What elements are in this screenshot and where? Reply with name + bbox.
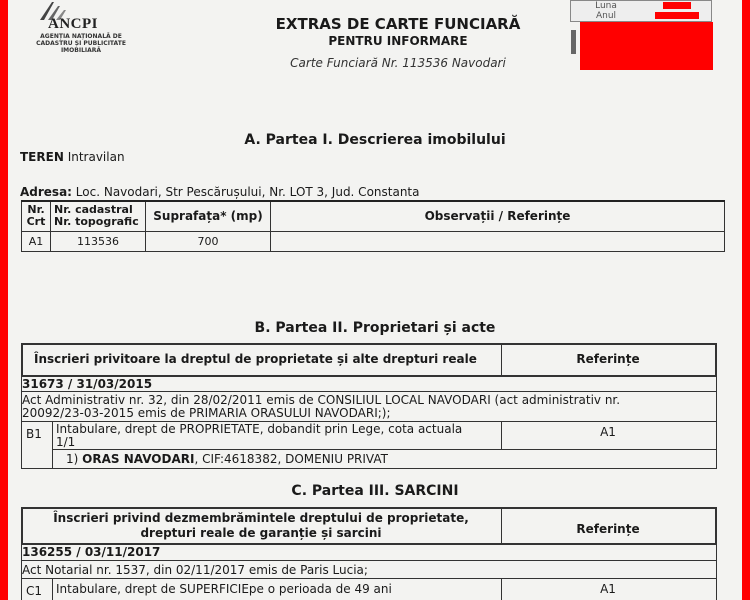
document-subtitle: PENTRU INFORMARE: [328, 34, 468, 48]
divider: [21, 391, 717, 392]
owner-number: 1): [66, 452, 79, 466]
b1-label: B1: [26, 427, 42, 441]
address-value: Loc. Navodari, Str Pescărușului, Nr. LOT 3, Jud. Constanta: [71, 185, 420, 199]
stamp-luna-label: Luna: [595, 1, 617, 11]
c1-label: C1: [26, 584, 43, 598]
c1-ref: A1: [600, 582, 616, 596]
owner-line: [66, 452, 388, 466]
table-cell: 113536: [51, 231, 146, 251]
redaction: [655, 12, 699, 19]
col-nr-cadastral: Nr. cadastral Nr. topografic: [51, 201, 146, 231]
b1-ref: A1: [600, 425, 616, 439]
divider: [52, 449, 717, 450]
part2-header-right: Referințe: [576, 352, 640, 366]
part3-header-right: Referințe: [576, 522, 640, 536]
part3-header-left-2: drepturi reale de garanție și sarcini: [140, 526, 382, 540]
property-type-bold: TEREN: [20, 150, 64, 164]
col-suprafata: Suprafața* (mp): [146, 201, 271, 231]
property-type-rest: Intravilan: [63, 150, 125, 164]
col-observatii: Observații / Referințe: [271, 201, 725, 231]
owner-name: ORAS NAVODARI: [82, 452, 195, 466]
property-address: [20, 185, 420, 199]
document-page: [8, 0, 742, 600]
ancpi-logo: [20, 0, 130, 58]
redaction: [663, 2, 691, 9]
part3-title: C. Partea III. SARCINI: [291, 483, 459, 499]
part3-entry-id: 136255 / 03/11/2017: [22, 545, 161, 559]
part2-act-line1: Act Administrativ nr. 32, din 28/02/2011 emis de CONSILIUL LOCAL NAVODARI (act administrativ nr.: [22, 393, 621, 407]
document-title: EXTRAS DE CARTE FUNCIARĂ: [275, 15, 521, 33]
stamp-anul-label: Anul: [595, 11, 617, 21]
stamp-box: [570, 0, 712, 22]
part1-title: A. Partea I. Descrierea imobilului: [244, 132, 506, 148]
part3-act-line: Act Notarial nr. 1537, din 02/11/2017 emis de Paris Lucia;: [22, 563, 368, 577]
barcode-fragment: [571, 30, 576, 54]
redaction-block: [580, 22, 713, 70]
divider: [21, 560, 717, 561]
address-label: Adresa:: [20, 185, 72, 199]
table-cell: A1: [22, 231, 51, 251]
part3-header-left-1: Înscrieri privind dezmembrămintele dreptului de proprietate,: [53, 511, 469, 525]
owner-details: , CIF:4618382, DOMENIU PRIVAT: [194, 452, 388, 466]
part2-title: B. Partea II. Proprietari și acte: [254, 320, 496, 336]
logo-subtitle: AGENȚIA NAȚIONALĂ DE CADASTRU ȘI PUBLICITATE IMOBILIARĂ: [36, 33, 126, 54]
divider: [21, 578, 717, 579]
b1-line1: Intabulare, drept de PROPRIETATE, dobandit prin Lege, cota actuala: [56, 422, 463, 436]
cf-number: Carte Funciară Nr. 113536 Navodari: [290, 56, 506, 70]
b1-line2: 1/1: [56, 435, 76, 449]
divider: [52, 578, 53, 600]
table-row: [22, 231, 725, 251]
property-table: [21, 200, 725, 252]
divider: [52, 421, 53, 469]
part2-entry-id: 31673 / 31/03/2015: [22, 377, 153, 391]
table-cell: [271, 231, 725, 251]
logo-name: ANCPI: [48, 16, 98, 32]
table-cell: 700: [146, 231, 271, 251]
property-type: [20, 150, 125, 164]
part2-act-line2: 20092/23-03-2015 emis de PRIMARIA ORASULUI NAVODARI;);: [22, 406, 391, 420]
c1-line: Intabulare, drept de SUPERFICIEpe o perioada de 49 ani: [56, 582, 392, 596]
part2-header-left: Înscrieri privitoare la dreptul de proprietate și alte drepturi reale: [34, 352, 477, 366]
col-nr-crt: Nr. Crt: [22, 201, 51, 231]
